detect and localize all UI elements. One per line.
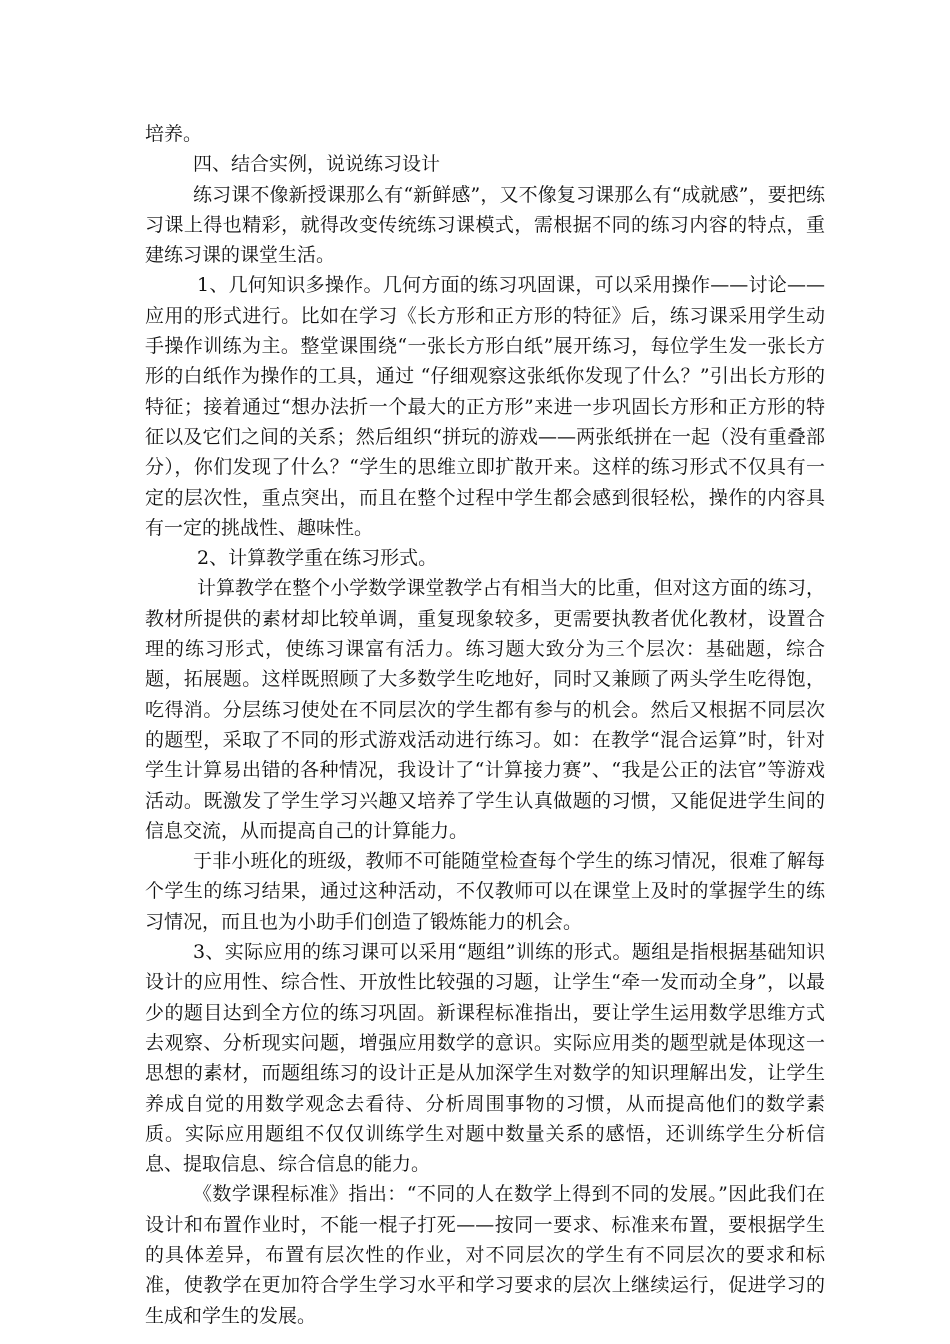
paragraph-calculation: 计算教学在整个小学数学课堂教学占有相当大的比重，但对这方面的练习，教材所提供的素材却比较单调，重复现象较多，更需要执教者优化教材，设置合理的练习形式，使练习课富有活力。练习题大致分为三个层次：基础题，综合题，拓展题。这样既照顾了大多数学生吃地好，同时又兼顾了两头学生吃得饱，吃得消。分层练习使处在不同层次的学生都有参与的机会。然后又根据不同层次的题型，采取了不同的形式游戏活动进行练习。如：在教学“混合运算”时，针对学生计算易出错的各种情况，我设计了“计算接力赛”、“我是公正的法官”等游戏活动。既激发了学生学习兴趣又培养了学生认真做题的习惯，又能促进学生间的信息交流，从而提高自己的计算能力。 (145, 577, 825, 842)
paragraph-continuation: 培养。 (145, 123, 203, 145)
paragraph-class-size: 于非小班化的班级，教师不可能随堂检查每个学生的练习情况，很难了解每个学生的练习结果，通过这种活动，不仅教师可以在课堂上及时的掌握学生的练习情况，而且也为小助手们创造了锻炼能力的机会。 (145, 850, 825, 933)
paragraph-standards: 《数学课程标准》指出：“不同的人在数学上得到不同的发展。”因此我们在设计和布置作业时，不能一棍子打死——按同一要求、标准来布置，要根据学生的具体差异，布置有层次性的作业，对不同层次的学生有不同层次的要求和标准，使教学在更加符合学生学习水平和学习要求的层次上继续运行，促进学习的生成和学生的发展。 (145, 1183, 825, 1327)
section-heading: 四、结合实例，说说练习设计 (193, 153, 441, 176)
paragraph-intro: 练习课不像新授课那么有“新鲜感”，又不像复习课那么有“成就感”，要把练习课上得也精彩，就得改变传统练习课模式，需根据不同的练习内容的特点，重建练习课的课堂生活。 (145, 183, 825, 267)
document-body (145, 119, 825, 1331)
paragraph-item-2-heading: 2、计算教学重在练习形式。 (197, 547, 438, 570)
paragraph-item-1: 1、几何知识多操作。几何方面的练习巩固课，可以采用操作——讨论——应用的形式进行。比如在学习《长方形和正方形的特征》后，练习课采用学生动手操作训练为主。整堂课围绕“一张长方形白纸”展开练习，每位学生发一张长方形的白纸作为操作的工具，通过 “仔细观察这张纸你发现了什么？”引出长方形的特征；接着通过“想办法折一个最大的正方形”来进一步巩固长方形和正方形的特征以及它们之间的关系；然后组织“拼玩的游戏——两张纸拼在一起（没有重叠部分），你们发现了什么？“学生的思维立即扩散开来。这样的练习形式不仅具有一定的层次性，重点突出，而且在整个过程中学生都会感到很轻松，操作的内容具有一定的挑战性、趣味性。 (145, 274, 825, 539)
paragraph-item-3: 3、实际应用的练习课可以采用“题组”训练的形式。题组是指根据基础知识设计的应用性、综合性、开放性比较强的习题，让学生“牵一发而动全身”，以最少的题目达到全方位的练习巩固。新课程标准指出，要让学生运用数学思维方式去观察、分析现实问题，增强应用数学的意识。实际应用类的题型就是体现这一思想的素材，而题组练习的设计正是从加深学生对数学的知识理解出发，让学生养成自觉的用数学观念去看待、分析周围事物的习惯，从而提高他们的数学素质。实际应用题组不仅仅训练学生对题中数量关系的感悟，还训练学生分析信息、提取信息、综合信息的能力。 (145, 941, 825, 1176)
